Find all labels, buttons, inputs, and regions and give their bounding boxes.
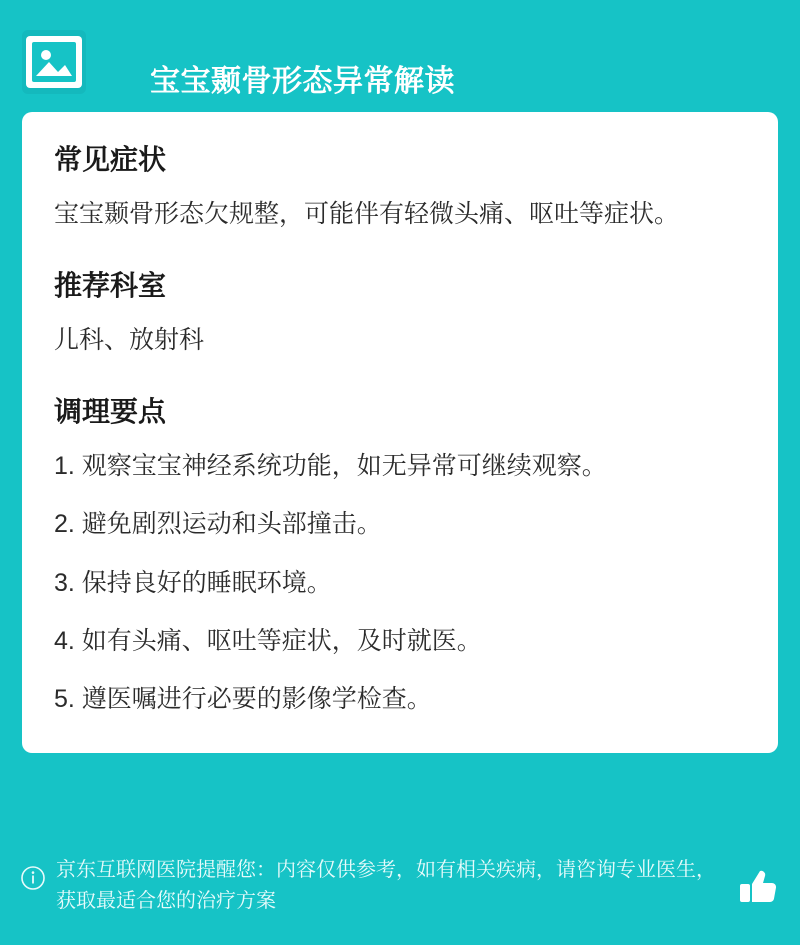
section-heading-care-points: 调理要点 — [54, 395, 167, 427]
document-image-icon — [22, 30, 86, 94]
footer-notice-text: 京东互联网医院提醒您：内容仅供参考，如有相关疾病，请咨询专业医生，获取最适合您的治疗方案 — [56, 859, 716, 912]
list-item: 3. 保持良好的睡眠环境。 — [54, 568, 332, 597]
list-item: 5. 遵医嘱进行必要的影像学检查。 — [54, 685, 432, 714]
section-text-symptoms: 宝宝颞骨形态欠规整，可能伴有轻微头痛、呕吐等症状。 — [54, 200, 680, 229]
thumbs-up-icon[interactable] — [736, 865, 780, 909]
list-item: 1. 观察宝宝神经系统功能，如无异常可继续观察。 — [54, 452, 607, 481]
section-heading-department: 推荐科室 — [54, 269, 167, 301]
section-heading-symptoms: 常见症状 — [54, 144, 167, 175]
list-item: 2. 避免剧烈运动和头部撞击。 — [54, 510, 382, 539]
section-text-department: 儿科、放射科 — [54, 326, 205, 355]
footer-notice-bar — [0, 841, 800, 945]
content-card — [22, 112, 778, 753]
care-points-list — [54, 448, 746, 717]
list-item: 4. 如有头痛、呕吐等症状，及时就医。 — [54, 626, 482, 655]
info-circle-icon — [20, 865, 46, 891]
page-title: 宝宝颞骨形态异常解读 — [150, 65, 455, 98]
